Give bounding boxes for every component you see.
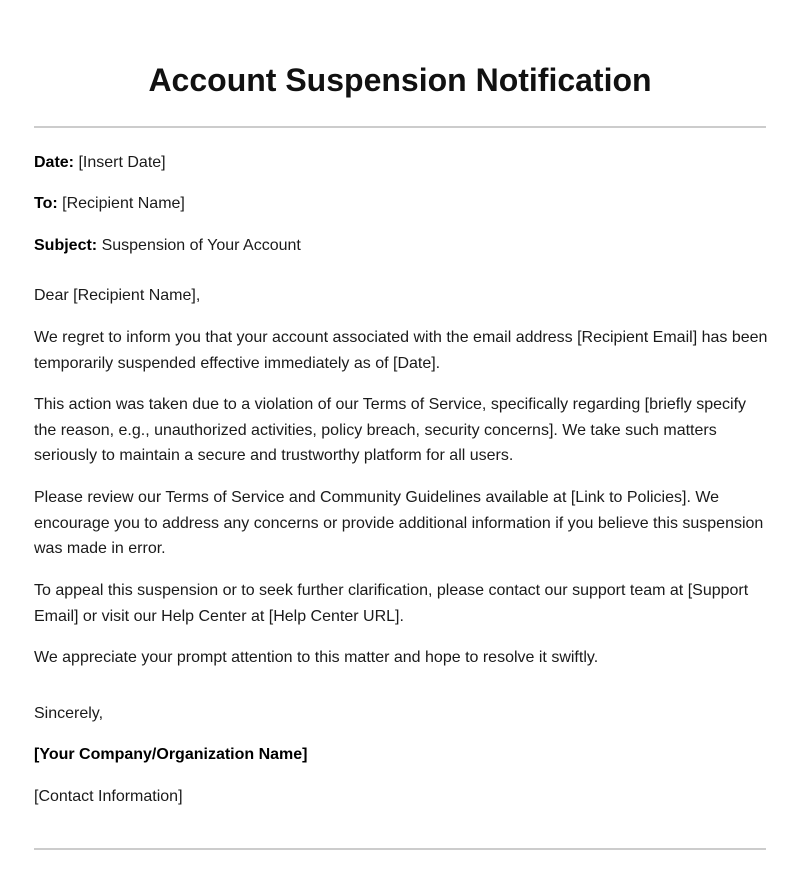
paragraph-2: This action was taken due to a violation of our Terms of Service, specifically regarding [briefly specify the reason, e.g., unauthorized activities, policy breach, security concerns]. We take such matters seriously to maintain a secure and trustworthy platform for all users. bbox=[34, 396, 747, 464]
paragraph-5: We appreciate your prompt attention to this matter and hope to resolve it swiftly. bbox=[34, 649, 599, 666]
page-title: Account Suspension Notification bbox=[148, 62, 652, 98]
paragraph-1: We regret to inform you that your account associated with the email address [Recipient Email] has been temporarily suspended effective immediately as of [Date]. bbox=[34, 329, 768, 372]
closing: Sincerely, bbox=[34, 705, 104, 722]
to-label: To: bbox=[34, 195, 58, 212]
paragraph-3: Please review our Terms of Service and Community Guidelines available at [Link to Policies]. We encourage you to address any concerns or provide additional information if you believe this suspension was made in error. bbox=[34, 489, 764, 557]
subject-value: Suspension of Your Account bbox=[101, 237, 301, 254]
to-line bbox=[34, 191, 768, 217]
contact-information: [Contact Information] bbox=[34, 788, 183, 805]
paragraph-4: To appeal this suspension or to seek further clarification, please contact our support team at [Support Email] or visit our Help Center at [Help Center URL]. bbox=[34, 582, 749, 625]
date-value: [Insert Date] bbox=[78, 154, 166, 171]
salutation: Dear [Recipient Name], bbox=[34, 287, 201, 304]
bottom-divider bbox=[34, 848, 766, 850]
to-value: [Recipient Name] bbox=[62, 195, 185, 212]
date-line bbox=[34, 150, 768, 176]
company-name: [Your Company/Organization Name] bbox=[34, 746, 308, 763]
top-divider bbox=[34, 126, 766, 128]
subject-line bbox=[34, 233, 768, 259]
subject-label: Subject: bbox=[34, 237, 98, 254]
date-label: Date: bbox=[34, 154, 75, 171]
